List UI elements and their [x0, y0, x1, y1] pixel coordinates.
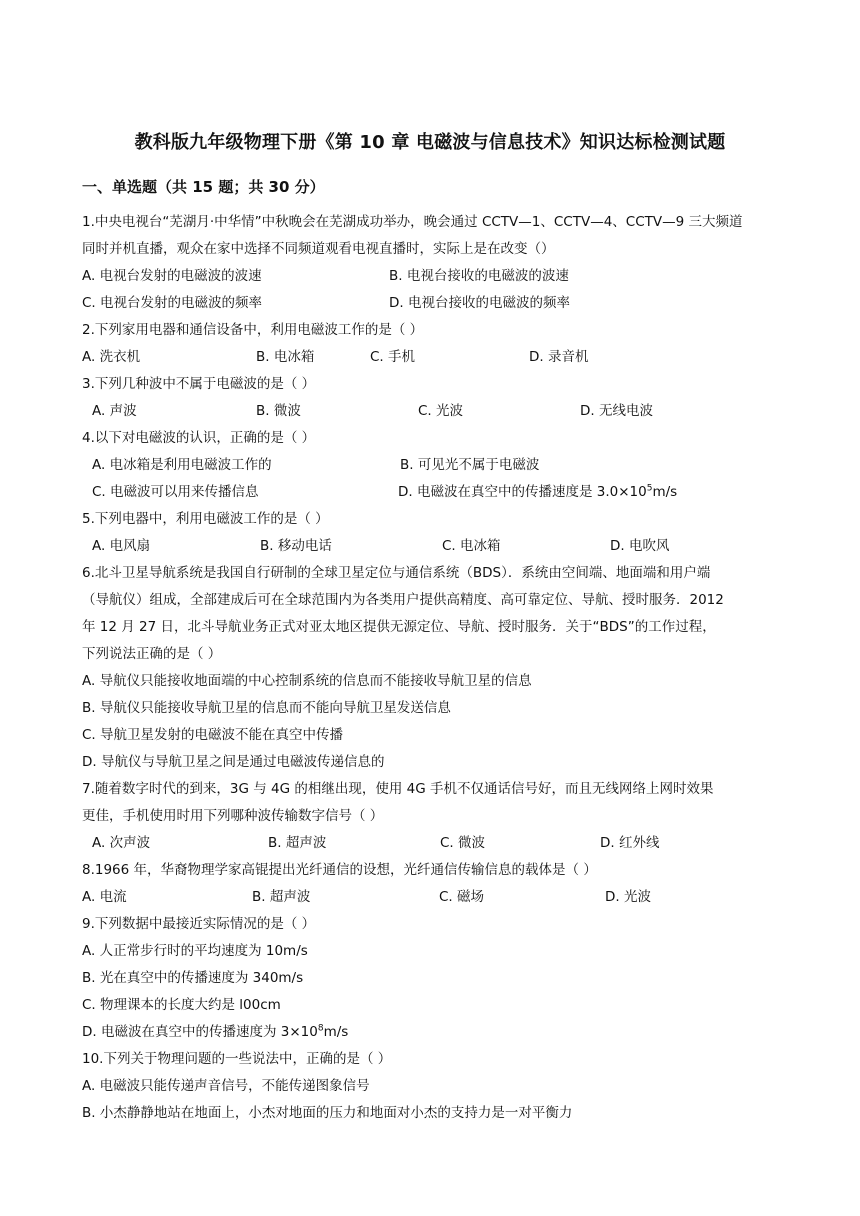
question-7-option-d: D. 红外线	[600, 835, 660, 851]
question-7-options	[82, 830, 782, 857]
question-1-option-c: C. 电视台发射的电磁波的频率	[82, 295, 263, 311]
question-5-option-a: A. 电风扇	[92, 538, 151, 554]
question-2-option-c: C. 手机	[370, 349, 416, 365]
question-1-option-d: D. 电视台接收的电磁波的频率	[389, 295, 570, 311]
question-3-option-a: A. 声波	[92, 403, 137, 419]
question-9-option-d-exponent: 8	[317, 1023, 324, 1034]
question-10-option-a: A. 电磁波只能传递声音信号，不能传递图象信号	[82, 1078, 370, 1094]
question-5-option-d: D. 电吹风	[610, 538, 670, 554]
question-9-option-b: B. 光在真空中的传播速度为 340m/s	[82, 970, 304, 986]
question-4-option-a: A. 电冰箱是利用电磁波工作的	[92, 457, 272, 473]
question-4-stem: 4.以下对电磁波的认识，正确的是（ ）	[82, 430, 316, 446]
question-5-options	[82, 533, 782, 560]
question-7-stem-line-2: 更佳，手机使用时用下列哪种波传输数字信号（ ）	[82, 808, 384, 824]
question-9-option-a: A. 人正常步行时的平均速度为 10m/s	[82, 943, 308, 959]
question-3-option-b: B. 微波	[256, 403, 301, 419]
question-8-options	[82, 884, 782, 911]
page-title: 教科版九年级物理下册《第 10 章 电磁波与信息技术》知识达标检测试题	[134, 132, 726, 153]
question-2-option-d: D. 录音机	[529, 349, 589, 365]
question-3-option-c: C. 光波	[418, 403, 464, 419]
question-5-option-b: B. 移动电话	[260, 538, 332, 554]
question-8-option-c: C. 磁场	[439, 889, 485, 905]
question-4-options-row-1	[82, 452, 782, 479]
question-8-option-b: B. 超声波	[252, 889, 311, 905]
question-4-option-d-unit: m/s	[652, 484, 678, 500]
question-6-stem-line-3: 年 12 月 27 日，北斗导航业务正式对亚太地区提供无源定位、导航、授时服务．关于“BDS”的工作过程，	[82, 619, 716, 635]
question-9-option-c: C. 物理课本的长度大约是 l00cm	[82, 997, 281, 1013]
question-6-option-b: B. 导航仪只能接收导航卫星的信息而不能向导航卫星发送信息	[82, 700, 451, 716]
question-9-option-d-text: D. 电磁波在真空中的传播速度为 3×10	[82, 1024, 318, 1040]
question-2-option-a: A. 洗衣机	[82, 349, 141, 365]
question-1-options-row-2	[82, 290, 782, 317]
question-10-option-b: B. 小杰静静地站在地面上，小杰对地面的压力和地面对小杰的支持力是一对平衡力	[82, 1105, 573, 1121]
question-4-option-d-exponent: 5	[646, 483, 653, 494]
question-1-option-b: B. 电视台接收的电磁波的波速	[389, 268, 569, 284]
question-5-option-c: C. 电冰箱	[442, 538, 501, 554]
question-5-stem: 5.下列电器中，利用电磁波工作的是（ ）	[82, 511, 329, 527]
question-10-stem: 10.下列关于物理问题的一些说法中，正确的是（ ）	[82, 1051, 392, 1067]
question-4-options-row-2	[82, 479, 782, 506]
question-9-stem: 9.下列数据中最接近实际情况的是（ ）	[82, 916, 316, 932]
question-3-option-d: D. 无线电波	[580, 403, 653, 419]
question-8-option-a: A. 电流	[82, 889, 127, 905]
question-2-option-b: B. 电冰箱	[256, 349, 315, 365]
question-6-option-d: D. 导航仪与导航卫星之间是通过电磁波传递信息的	[82, 754, 385, 770]
question-6-stem-line-1: 6.北斗卫星导航系统是我国自行研制的全球卫星定位与通信系统（BDS）．系统由空间端、地面端和用户端	[82, 565, 711, 581]
question-8-stem: 8.1966 年，华裔物理学家高锟提出光纤通信的设想，光纤通信传输信息的载体是（ ）	[82, 862, 597, 878]
question-3-stem: 3.下列几种波中不属于电磁波的是（ ）	[82, 376, 316, 392]
question-9-option-d-unit: m/s	[323, 1024, 349, 1040]
question-1-option-a: A. 电视台发射的电磁波的波速	[82, 268, 262, 284]
question-4-option-b: B. 可见光不属于电磁波	[400, 457, 540, 473]
question-9-option-d	[82, 1019, 782, 1046]
question-4-option-d	[398, 479, 677, 506]
question-6-option-a: A. 导航仪只能接收地面端的中心控制系统的信息而不能接收导航卫星的信息	[82, 673, 532, 689]
question-8-option-d: D. 光波	[605, 889, 651, 905]
question-1-stem-line-1: 1.中央电视台“芜湖月·中华情”中秋晚会在芜湖成功举办，晚会通过 CCTV—1、CCTV—4、CCTV—9 三大频道	[82, 214, 743, 230]
question-4-option-c: C. 电磁波可以用来传播信息	[92, 484, 259, 500]
section-heading: 一、单选题（共 15 题；共 30 分）	[82, 178, 325, 196]
question-7-option-a: A. 次声波	[92, 835, 151, 851]
question-1-stem-line-2: 同时并机直播，观众在家中选择不同频道观看电视直播时，实际上是在改变（）	[82, 241, 555, 257]
question-6-stem-line-4: 下列说法正确的是（ ）	[82, 646, 222, 662]
question-list	[82, 209, 782, 1127]
question-7-stem-line-1: 7.随着数字时代的到来，3G 与 4G 的相继出现，使用 4G 手机不仅通话信号好，而且无线网络上网时效果	[82, 781, 714, 797]
question-7-option-b: B. 超声波	[268, 835, 327, 851]
question-6-stem-line-2: （导航仪）组成，全部建成后可在全球范围内为各类用户提供高精度、高可靠定位、导航、授时服务．2012	[82, 592, 724, 608]
question-6-option-c: C. 导航卫星发射的电磁波不能在真空中传播	[82, 727, 344, 743]
question-7-option-c: C. 微波	[440, 835, 486, 851]
question-3-options	[82, 398, 782, 425]
question-4-option-d-text: D. 电磁波在真空中的传播速度是 3.0×10	[398, 484, 647, 500]
question-2-options	[82, 344, 782, 371]
question-1-options-row-1	[82, 263, 782, 290]
question-2-stem: 2.下列家用电器和通信设备中，利用电磁波工作的是（ ）	[82, 322, 424, 338]
